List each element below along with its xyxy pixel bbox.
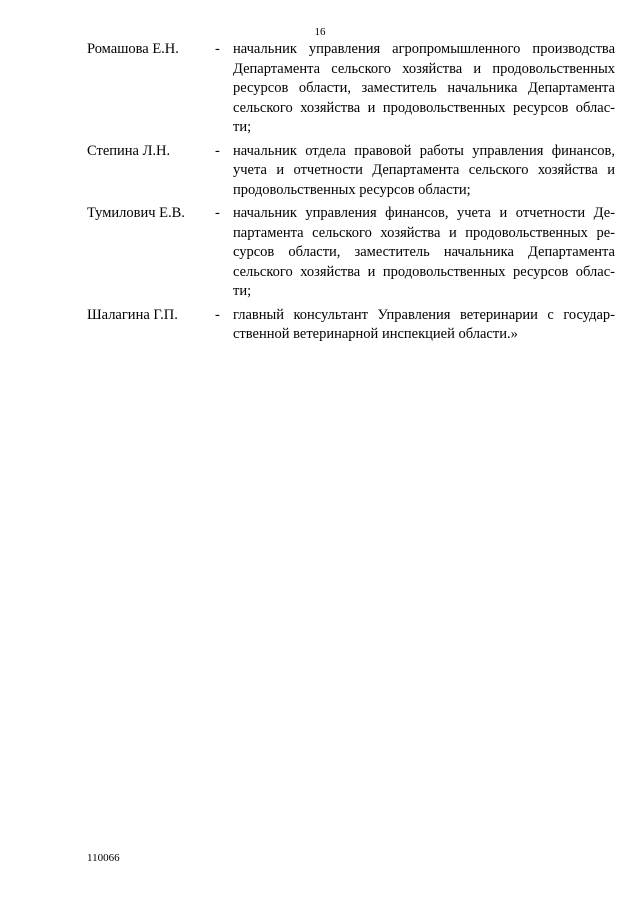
- member-name: Степина Л.Н.: [87, 142, 171, 159]
- member-name: Шалагина Г.П.: [87, 306, 178, 323]
- member-row: [0, 306, 640, 345]
- member-position: [233, 40, 615, 138]
- member-name: Тумилович Е.В.: [87, 205, 185, 221]
- member-row: [0, 204, 640, 302]
- position-line: учета и отчетности Департамента сельского хозяйства и: [233, 162, 615, 178]
- position-line: партамента сельского хозяйства и продовольственных ре-: [233, 224, 615, 241]
- position-line: сельского хозяйства и продовольственных ресурсов облас-: [233, 99, 615, 116]
- position-line: начальник отдела правовой работы управления финансов,: [233, 142, 615, 159]
- position-line: сельского хозяйства и продовольственных ресурсов облас-: [233, 263, 615, 280]
- member-dash: -: [215, 41, 220, 57]
- member-position: [233, 204, 615, 302]
- position-line: ти;: [233, 119, 252, 135]
- member-dash: -: [215, 306, 220, 323]
- page-number: 16: [314, 26, 326, 38]
- member-list: [0, 40, 640, 349]
- member-dash: -: [215, 142, 220, 159]
- position-line: сурсов области, заместитель начальника Департамента: [233, 244, 615, 260]
- position-line: ти;: [233, 283, 252, 299]
- position-line: начальник управления финансов, учета и отчетности Де-: [233, 205, 615, 221]
- position-line: ресурсов области, заместитель начальника Департамента: [233, 80, 615, 96]
- position-line: начальник управления агропромышленного производства: [233, 41, 615, 57]
- member-row: [0, 142, 640, 201]
- member-dash: -: [215, 205, 220, 221]
- position-line: Департамента сельского хозяйства и продовольственных: [233, 60, 615, 77]
- position-line: ственной ветеринарной инспекцией области.»: [233, 326, 518, 342]
- member-position: [233, 142, 615, 201]
- member-row: [0, 40, 640, 138]
- member-name: Ромашова Е.Н.: [87, 41, 179, 57]
- document-code: 110066: [87, 852, 120, 864]
- member-position: [233, 306, 615, 345]
- position-line: продовольственных ресурсов области;: [233, 181, 471, 198]
- position-line: главный консультант Управления ветеринарии с государ-: [233, 306, 615, 323]
